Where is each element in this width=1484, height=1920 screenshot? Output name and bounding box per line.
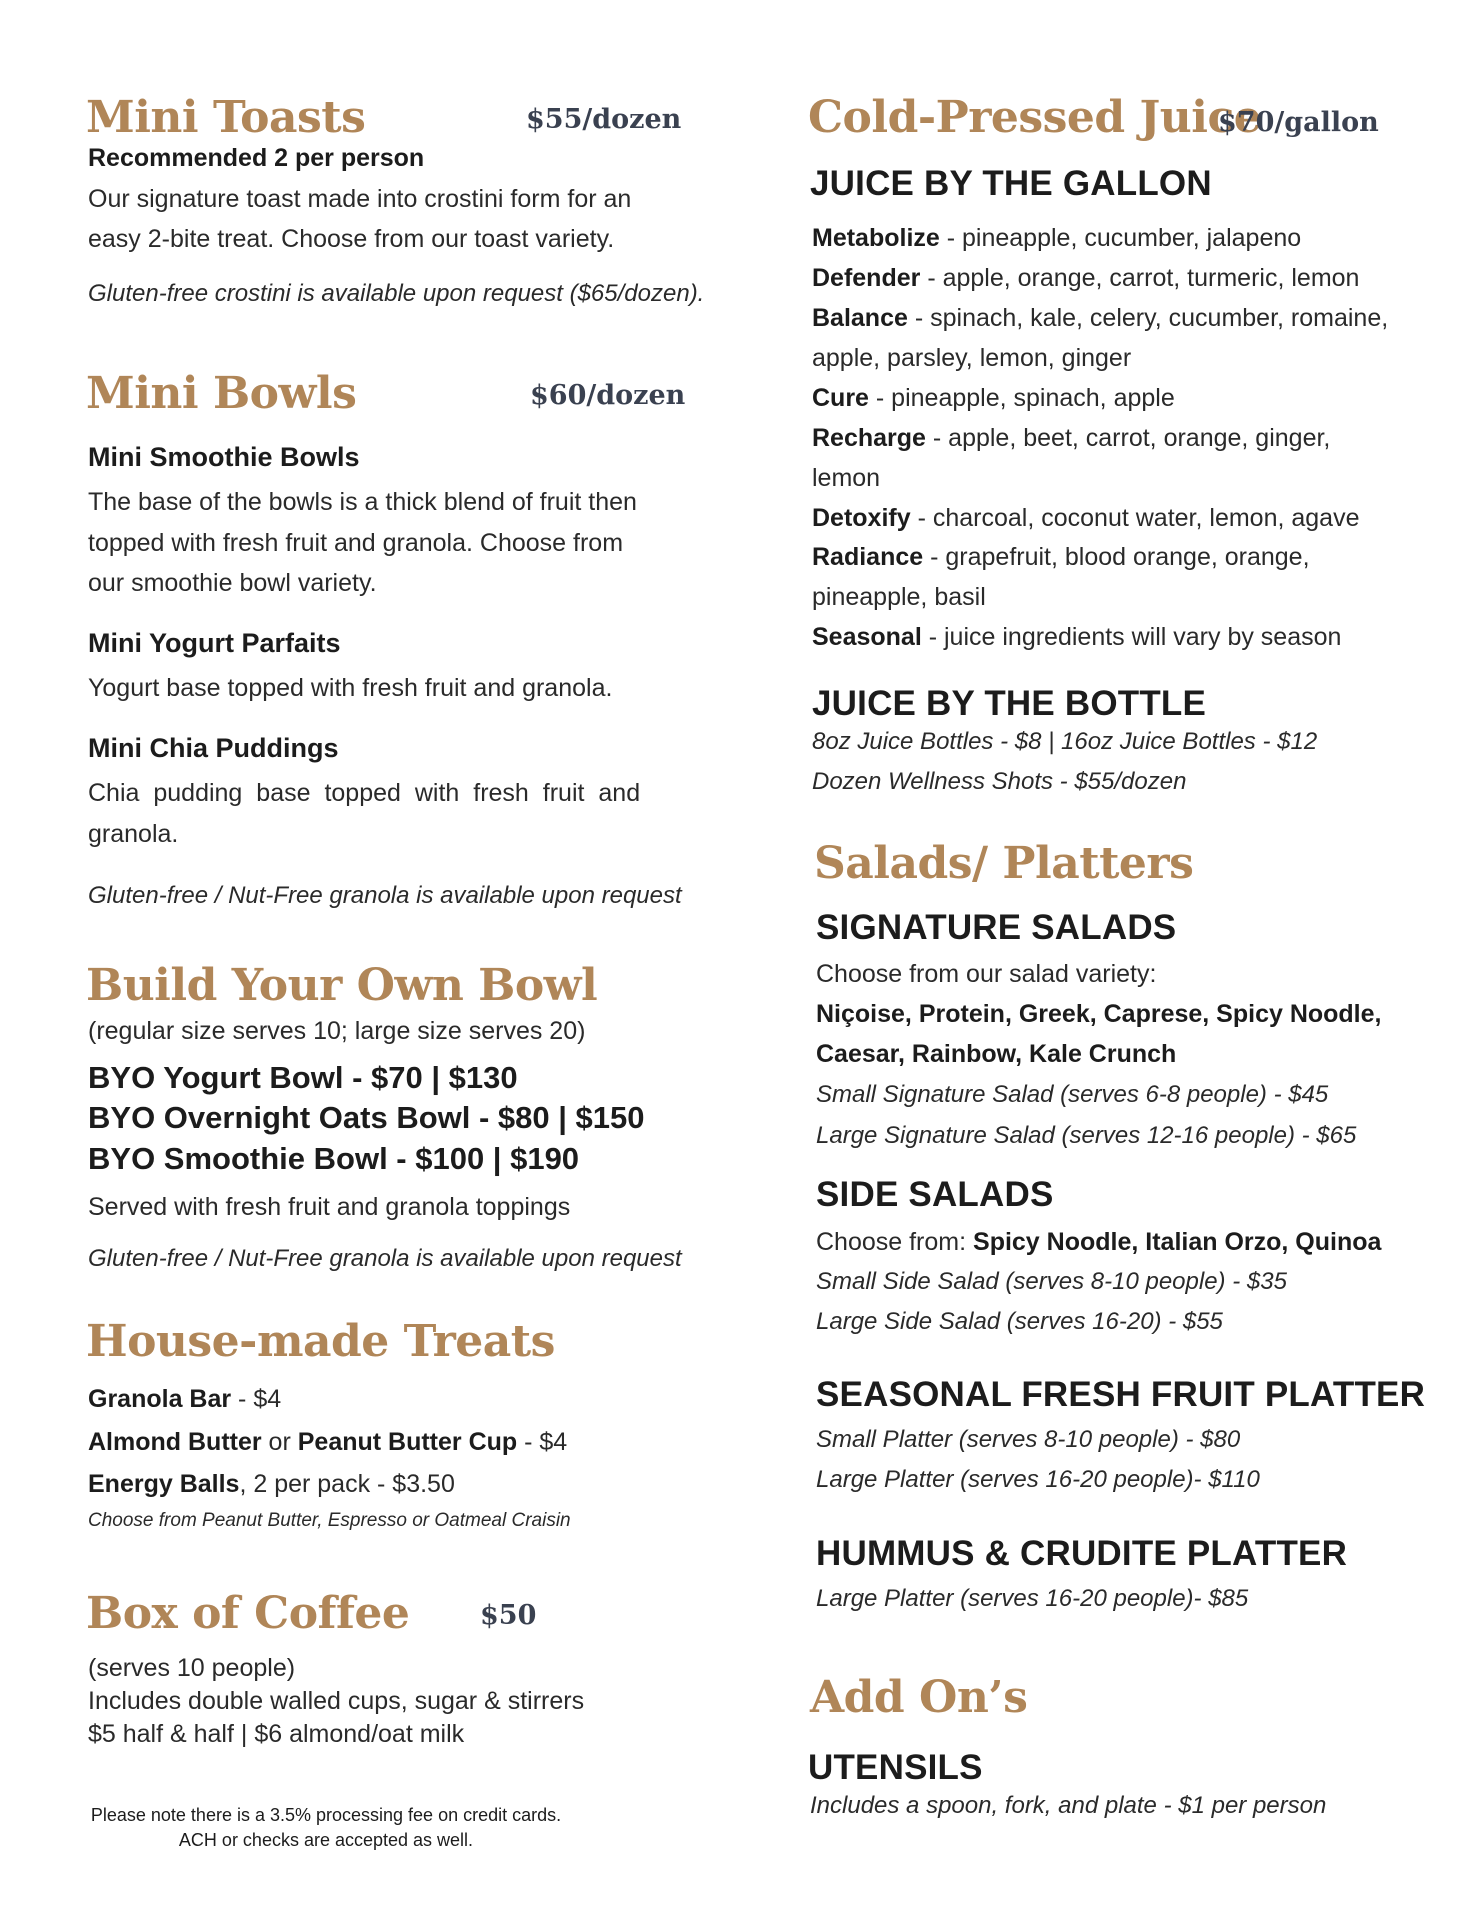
juice-item-name: Recharge [812,424,926,452]
utensils-heading: UTENSILS [808,1748,983,1787]
juice-item-balance [812,304,1388,333]
mini-yogurt-parfaits-title: Mini Yogurt Parfaits [88,628,341,658]
juice-item-name: Metabolize [812,224,940,252]
juice-item-name: Balance [812,304,908,332]
juice-item-metabolize [812,224,1301,253]
side-salad-small: Small Side Salad (serves 8-10 people) - $35 [816,1268,1287,1295]
juice-item-desc: - pineapple, spinach, apple [868,384,1175,412]
juice-item-desc: - apple, beet, carrot, orange, ginger, [925,424,1331,452]
mini-toasts-title: Mini Toasts [86,92,366,143]
mini-yogurt-parfaits-desc: Yogurt base topped with fresh fruit and granola. [88,674,613,702]
mini-chia-puddings-title: Mini Chia Puddings [88,733,339,763]
coffee-line2: Includes double walled cups, sugar & stirrers [88,1687,585,1715]
mini-bowls-title: Mini Bowls [86,368,357,419]
juice-item-desc: - charcoal, coconut water, lemon, agave [910,504,1360,532]
signature-salad-large: Large Signature Salad (serves 12-16 people) - $65 [816,1122,1357,1149]
juice-item-name: Seasonal [812,623,922,651]
juice-item-name: Defender [812,264,921,292]
byo-title: Build Your Own Bowl [86,960,598,1011]
coffee-price: $50 [480,1600,537,1631]
treat-energy-balls [88,1470,455,1499]
juice-title: Cold-Pressed Juice [808,92,1262,143]
mini-chia-desc-line2: granola. [88,820,179,848]
juice-item-balance-cont: apple, parsley, lemon, ginger [812,344,1132,372]
coffee-title: Box of Coffee [86,1588,410,1639]
treat-peanut-butter-name: Peanut Butter Cup [297,1428,518,1456]
mini-toasts-desc-line1: Our signature toast made into crostini form for an [88,185,632,213]
side-salad-large: Large Side Salad (serves 16-20) - $55 [816,1308,1223,1335]
footer-note-line1: Please note there is a 3.5% processing fee on credit cards. [90,1805,562,1825]
treat-energy-balls-name: Energy Balls [88,1470,240,1498]
juice-bottle-line1: 8oz Juice Bottles - $8 | 16oz Juice Bottles - $12 [812,728,1318,755]
juice-item-radiance-cont: pineapple, basil [812,583,986,611]
treat-energy-balls-choose: Choose from Peanut Butter, Espresso or Oatmeal Craisin [88,1510,571,1531]
signature-salads-choose: Choose from our salad variety: [816,960,1157,988]
signature-salad-small: Small Signature Salad (serves 6-8 people) - $45 [816,1081,1329,1108]
juice-item-desc: - apple, orange, carrot, turmeric, lemon [920,264,1360,292]
mini-toasts-price: $55/dozen [526,104,682,135]
juice-item-name: Detoxify [812,504,911,532]
treat-granola-bar-price: - $4 [231,1385,282,1413]
juice-item-seasonal [812,623,1341,652]
mini-smoothie-desc-line1: The base of the bowls is a thick blend of fruit then [88,488,637,516]
juice-by-gallon-heading: JUICE BY THE GALLON [810,164,1212,203]
mini-toasts-recommend: Recommended 2 per person [88,144,425,172]
treat-butter-cup [88,1428,567,1457]
juice-item-defender [812,264,1359,293]
mini-toasts-desc-line2: easy 2-bite treat. Choose from our toast variety. [88,225,615,253]
byo-served: Served with fresh fruit and granola toppings [88,1193,571,1221]
footer-note-line2: ACH or checks are accepted as well. [178,1830,474,1850]
fruit-platter-large: Large Platter (serves 16-20 people)- $110 [816,1466,1260,1493]
treat-or: or [261,1428,298,1456]
treat-almond-butter-name: Almond Butter [88,1428,262,1456]
juice-item-desc: - spinach, kale, celery, cucumber, romaine, [907,304,1389,332]
side-salads-choose-label: Choose from: [816,1228,974,1256]
juice-by-bottle-heading: JUICE BY THE BOTTLE [812,684,1207,723]
salads-title: Salads/ Platters [814,838,1194,889]
addons-title: Add On’s [810,1672,1028,1723]
side-salads-heading: SIDE SALADS [816,1175,1054,1214]
fruit-platter-heading: SEASONAL FRESH FRUIT PLATTER [816,1375,1426,1414]
juice-item-radiance [812,543,1310,572]
signature-salads-list1: Niçoise, Protein, Greek, Caprese, Spicy Noodle, [816,1000,1382,1028]
signature-salads-list2: Caesar, Rainbow, Kale Crunch [816,1040,1177,1068]
hummus-platter-large: Large Platter (serves 16-20 people)- $85 [816,1585,1249,1612]
byo-yogurt-bowl: BYO Yogurt Bowl - $70 | $130 [88,1060,518,1095]
treat-energy-balls-rest: , 2 per pack - $3.50 [239,1470,455,1498]
byo-serves: (regular size serves 10; large size serves 20) [88,1017,586,1045]
mini-smoothie-bowls-title: Mini Smoothie Bowls [88,442,360,472]
juice-item-detoxify [812,504,1360,533]
treats-title: House-made Treats [86,1316,555,1367]
juice-bottle-line2: Dozen Wellness Shots - $55/dozen [812,768,1187,795]
mini-chia-desc-line1: Chia pudding base topped with fresh fruit and [88,779,641,807]
fruit-platter-small: Small Platter (serves 8-10 people) - $80 [816,1426,1241,1453]
side-salads-choose-items: Spicy Noodle, Italian Orzo, Quinoa [973,1228,1382,1256]
byo-note: Gluten-free / Nut-Free granola is available upon request [88,1245,682,1272]
byo-smoothie-bowl: BYO Smoothie Bowl - $100 | $190 [88,1141,580,1176]
treat-cup-price: - $4 [517,1428,568,1456]
byo-overnight-oats-bowl: BYO Overnight Oats Bowl - $80 | $150 [88,1100,645,1135]
juice-item-desc: - pineapple, cucumber, jalapeno [939,224,1302,252]
coffee-line3: $5 half & half | $6 almond/oat milk [88,1720,465,1748]
mini-smoothie-desc-line2: topped with fresh fruit and granola. Choose from [88,529,624,557]
juice-price: $70/gallon [1218,107,1379,138]
juice-item-recharge [812,424,1330,453]
mini-toasts-note: Gluten-free crostini is available upon request ($65/dozen). [88,280,705,307]
coffee-line1: (serves 10 people) [88,1654,296,1682]
mini-bowls-note: Gluten-free / Nut-Free granola is available upon request [88,882,682,909]
hummus-platter-heading: HUMMUS & CRUDITE PLATTER [816,1534,1348,1573]
signature-salads-heading: SIGNATURE SALADS [816,908,1177,947]
juice-item-recharge-cont: lemon [812,464,881,492]
juice-item-cure [812,384,1175,413]
treat-granola-bar-name: Granola Bar [88,1385,232,1413]
juice-item-desc: - juice ingredients will vary by season [921,623,1342,651]
mini-bowls-price: $60/dozen [530,380,686,411]
juice-item-name: Cure [812,384,869,412]
juice-item-desc: - grapefruit, blood orange, orange, [923,543,1310,571]
utensils-desc: Includes a spoon, fork, and plate - $1 per person [810,1792,1327,1819]
mini-smoothie-desc-line3: our smoothie bowl variety. [88,569,377,597]
juice-item-name: Radiance [812,543,924,571]
treat-granola-bar [88,1385,281,1414]
side-salads-choose [816,1228,1381,1257]
